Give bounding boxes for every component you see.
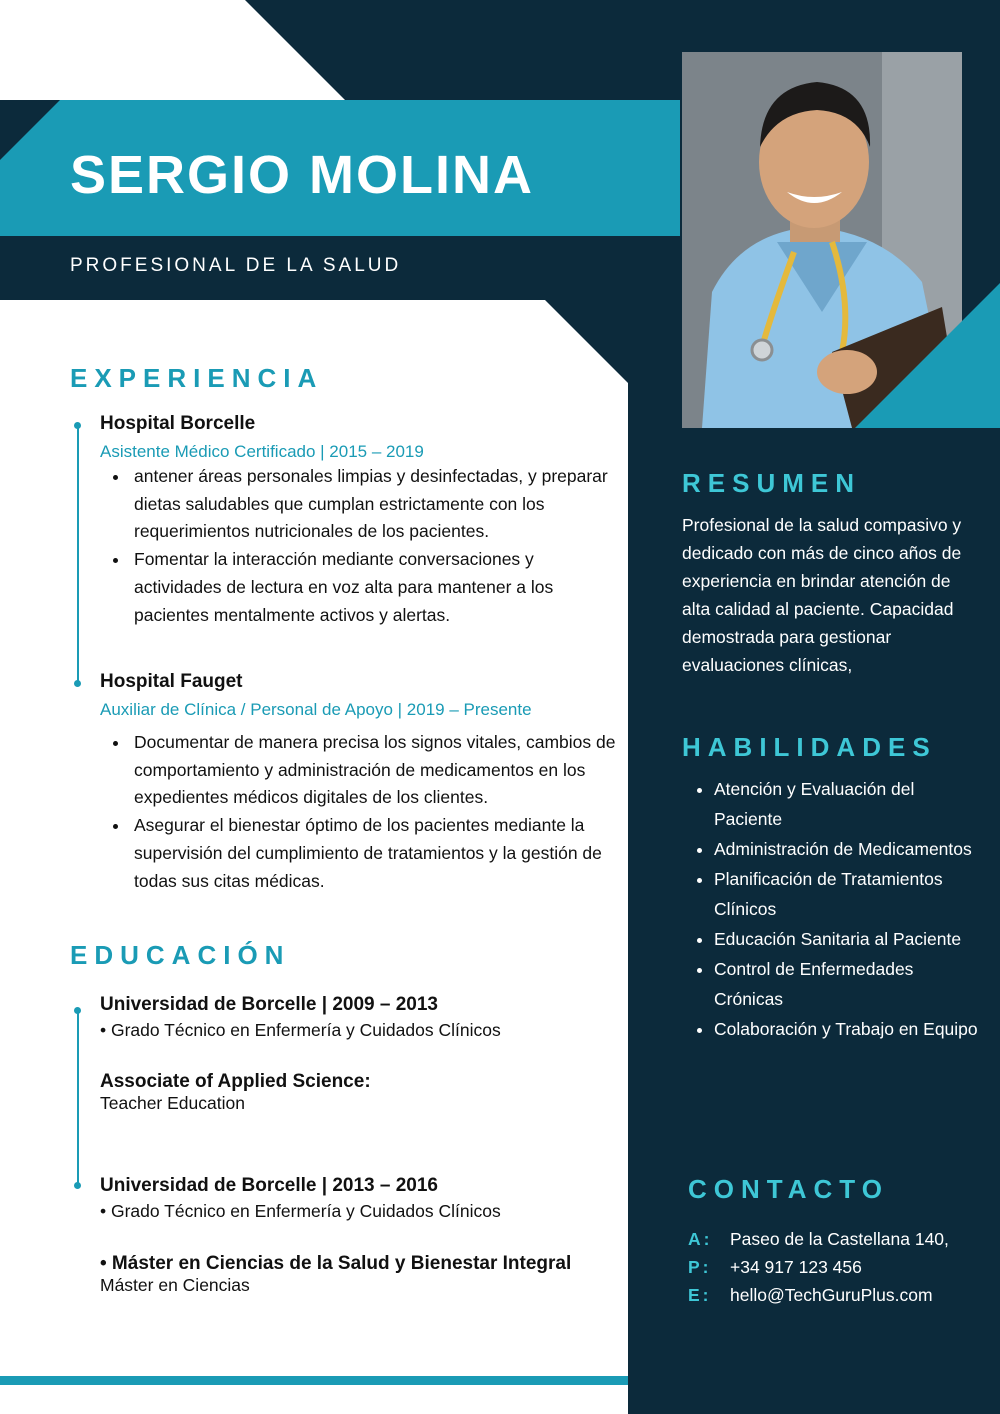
education-detail: Máster en Ciencias — [100, 1275, 250, 1295]
list-item: • Fomentar la interacción mediante conversaciones y actividades de lectura en voz alta para mantener a los pacientes mentalmente activos y alertas. — [130, 546, 620, 629]
contact-address — [688, 1225, 993, 1253]
section-title-education: EDUCACIÓN — [70, 940, 291, 970]
education-heading: Universidad de Borcelle | 2009 – 2013 — [100, 994, 439, 1015]
summary-text: Profesional de la salud compasivo y dedicado con más de cinco años de experiencia en brindar atención de alta calidad al paciente. Capacidad demostrada para gestionar evaluaciones clínicas, — [682, 515, 962, 675]
job-entry — [100, 671, 620, 895]
timeline-dot — [74, 680, 81, 687]
list-item: • Educación Sanitaria al Paciente — [714, 924, 987, 954]
job-role: Asistente Médico Certificado | 2015 – 2019 — [100, 442, 424, 461]
job-company: Hospital Fauget — [100, 671, 243, 692]
job-role: Auxiliar de Clínica / Personal de Apoyo | 2019 – Presente — [100, 700, 532, 719]
list-item: • Control de Enfermedades Crónicas — [714, 954, 987, 1014]
education-heading: Associate of Applied Science: — [100, 1071, 371, 1092]
education-detail: Teacher Education — [100, 1093, 245, 1113]
job-subtitle: PROFESIONAL DE LA SALUD — [70, 255, 402, 276]
contact-email — [688, 1281, 993, 1309]
experience-timeline — [77, 425, 79, 683]
section-title-contact: CONTACTO — [688, 1174, 889, 1204]
list-item: • Administración de Medicamentos — [714, 834, 987, 864]
list-item: • Asegurar el bienestar óptimo de los pacientes mediante la supervisión del cumplimiento de tratamientos y la gestión de todas sus citas médicas. — [130, 812, 620, 895]
list-item: • Atención y Evaluación del Paciente — [714, 774, 987, 834]
skills-list-container — [682, 774, 987, 1044]
skills-list — [682, 774, 987, 1044]
education-entry — [100, 994, 620, 1041]
bottom-accent-line — [0, 1376, 628, 1385]
phone-value: +34 917 123 456 — [730, 1257, 862, 1277]
list-item: • Planificación de Tratamientos Clínicos — [714, 864, 987, 924]
contact-label: E: — [688, 1285, 712, 1305]
education-entry — [100, 1253, 620, 1296]
section-title-experience: EXPERIENCIA — [70, 363, 324, 393]
job-bullets — [100, 463, 620, 629]
education-entry — [100, 1175, 620, 1222]
education-timeline — [77, 1010, 79, 1186]
timeline-dot — [74, 422, 81, 429]
education-entry — [100, 1071, 620, 1114]
address-value: Paseo de la Castellana 140, — [730, 1229, 949, 1249]
contact-block — [688, 1225, 993, 1309]
page-title: SERGIO MOLINA — [70, 145, 535, 205]
job-entry — [100, 413, 620, 629]
list-item: • antener áreas personales limpias y desinfectadas, y preparar dietas saludables que cumplan estrictamente con los requerimientos nutricionales de los pacientes. — [130, 463, 620, 546]
timeline-dot — [74, 1007, 81, 1014]
contact-label: P: — [688, 1257, 712, 1277]
contact-phone — [688, 1253, 993, 1281]
email-value[interactable]: hello@TechGuruPlus.com — [730, 1285, 933, 1305]
list-item: • Colaboración y Trabajo en Equipo — [714, 1014, 987, 1044]
section-title-summary: RESUMEN — [682, 468, 862, 498]
education-detail: • Grado Técnico en Enfermería y Cuidados Clínicos — [100, 1020, 501, 1040]
education-heading: • Máster en Ciencias de la Salud y Bienestar Integral — [100, 1253, 572, 1274]
contact-label: A: — [688, 1229, 713, 1249]
job-bullets — [100, 729, 620, 895]
list-item: • Documentar de manera precisa los signos vitales, cambios de comportamiento y administración de medicamentos en los expedientes médicos digitales de los clientes. — [130, 729, 620, 812]
education-detail: • Grado Técnico en Enfermería y Cuidados Clínicos — [100, 1201, 501, 1221]
job-company: Hospital Borcelle — [100, 413, 256, 434]
education-heading: Universidad de Borcelle | 2013 – 2016 — [100, 1175, 439, 1196]
timeline-dot — [74, 1182, 81, 1189]
section-title-skills: HABILIDADES — [682, 732, 937, 762]
